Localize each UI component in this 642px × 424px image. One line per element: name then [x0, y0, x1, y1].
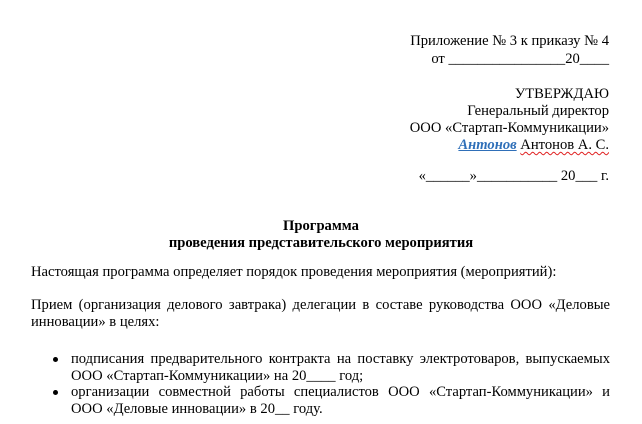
approver-company: ООО «Стартап-Коммуникации»	[409, 120, 609, 136]
program-title: Программа	[283, 218, 359, 234]
list-item-text: организации совместной работы специалистов ООО «Стартап-Коммуникации» и ООО «Деловые инновации» в 20__ году.	[71, 384, 610, 417]
list-item-text: подписания предварительного контракта на поставку электротоваров, выпускаемых ООО «Стартап-Коммуникации» на 20____ год;	[71, 351, 610, 384]
bullet-icon	[53, 390, 58, 395]
intro-paragraph: Настоящая программа определяет порядок проведения мероприятия (мероприятий):	[31, 264, 557, 280]
program-subtitle: проведения представительского мероприятия	[168, 235, 474, 251]
appendix-reference: Приложение № 3 к приказу № 4	[410, 33, 609, 49]
order-date-line: от ________________20____	[431, 51, 609, 67]
signer-name: Антонов А. С.	[520, 137, 609, 153]
bullet-icon	[53, 357, 58, 362]
approver-signature-line	[458, 137, 609, 154]
approver-position: Генеральный директор	[467, 103, 609, 119]
approval-heading: УТВЕРЖДАЮ	[514, 86, 609, 102]
handwritten-signature: Антонов	[458, 137, 517, 153]
approval-date-line: «______»___________ 20___ г.	[418, 168, 609, 184]
reception-paragraph: Прием (организация делового завтрака) делегации в составе руководства ООО «Деловые инновации» в целях:	[31, 297, 610, 330]
